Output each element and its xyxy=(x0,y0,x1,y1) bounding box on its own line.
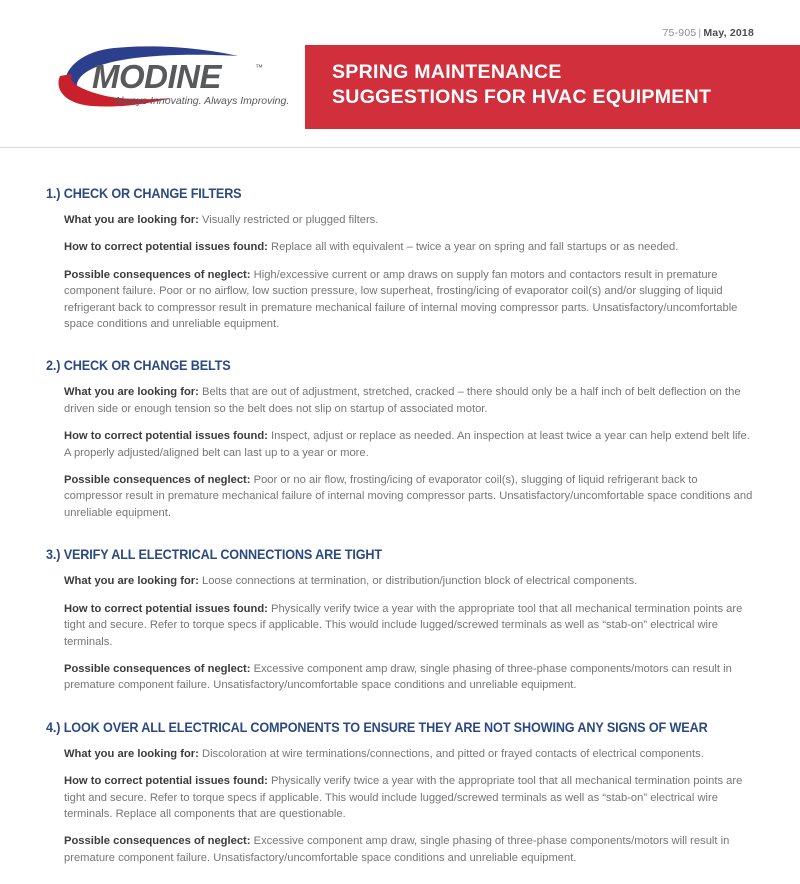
label-how-to-correct: How to correct potential issues found: xyxy=(64,430,268,443)
section-2-heading: 2.) CHECK OR CHANGE BELTS xyxy=(46,358,231,374)
section-4-consequences xyxy=(46,833,754,866)
section-4-heading: 4.) LOOK OVER ALL ELECTRICAL COMPONENTS TO ENSURE THEY ARE NOT SHOWING ANY SIGNS OF WEAR xyxy=(46,719,708,735)
section-4 xyxy=(46,720,754,866)
section-1-consequences xyxy=(46,267,754,333)
section-4-looking-for xyxy=(46,746,754,762)
section-2 xyxy=(46,358,754,521)
label-looking-for: What you are looking for: xyxy=(64,575,199,588)
text-how-to-correct: Replace all with equivalent – twice a year on spring and fall startups or as needed. xyxy=(271,241,679,254)
modine-logo-svg xyxy=(52,42,292,114)
label-consequences: Possible consequences of neglect: xyxy=(64,662,251,675)
text-how-to-correct: Inspect, adjust or replace as needed. An inspection at least twice a year can help extend belt life. A properly adjusted/aligned belt can last up to a year or more. xyxy=(64,430,750,459)
section-2-looking-for xyxy=(46,384,754,417)
page-header xyxy=(0,0,800,148)
text-looking-for: Belts that are out of adjustment, stretched, cracked – there should only be a half inch of belt deflection on the driven side or enough tension so the belt does not slip on startup of associated motor. xyxy=(64,386,741,415)
section-3-heading: 3.) VERIFY ALL ELECTRICAL CONNECTIONS ARE TIGHT xyxy=(46,547,382,563)
document-number: 75-905 xyxy=(662,27,697,39)
section-1 xyxy=(46,186,754,332)
section-2-how-to-correct xyxy=(46,428,754,461)
logo-wordmark: MODINE xyxy=(92,58,221,95)
section-3 xyxy=(46,547,754,693)
section-2-consequences xyxy=(46,472,754,521)
label-looking-for: What you are looking for: xyxy=(64,747,199,760)
document-date: May, 2018 xyxy=(703,27,754,39)
document-body xyxy=(0,148,800,866)
section-1-how-to-correct xyxy=(46,239,754,255)
text-consequences: High/excessive current or amp draws on supply fan motors and contactors result in premature component failure. Poor or no airflow, low suction pressure, low superheat, frosting/icing of evaporator coil(s) and/or slugging of liquid refrigerant back to compressor result in premature mechanical failure of internal moving compressor parts. Unsatisfactory/uncomfortable space conditions and unreliable equipment. xyxy=(64,268,738,331)
banner-title-line-1: SPRING MAINTENANCE xyxy=(332,61,562,83)
text-consequences: Excessive component amp draw, single phasing of three-phase components/motors can result in premature component failure. Unsatisfactory/uncomfortable space conditions and unreliable equipment. xyxy=(64,662,732,692)
text-consequences: Poor or no air flow, frosting/icing of evaporator coil(s), slugging of liquid refrigerant back to compressor result in premature mechanical failure of internal moving compressor parts. Unsatisfactory/uncomfortable space conditions and unreliable equipment. xyxy=(64,474,753,519)
label-consequences: Possible consequences of neglect: xyxy=(64,835,251,848)
text-looking-for: Visually restricted or plugged filters. xyxy=(201,214,379,226)
meta-separator: | xyxy=(698,27,702,39)
text-looking-for: Discoloration at wire terminations/connections, and pitted or frayed contacts of electrical components. xyxy=(201,747,704,760)
section-4-how-to-correct xyxy=(46,773,754,822)
modine-logo xyxy=(52,42,292,114)
label-consequences: Possible consequences of neglect: xyxy=(64,474,251,487)
section-3-how-to-correct xyxy=(46,601,754,650)
title-banner xyxy=(305,45,800,129)
label-consequences: Possible consequences of neglect: xyxy=(64,268,251,281)
text-how-to-correct: Physically verify twice a year with the appropriate tool that all mechanical termination points are tight and secure. Refer to torque specs if applicable. This would include lugged/screwed terminals as well as “stab-on” electrical wire terminals. xyxy=(64,602,743,648)
section-1-looking-for xyxy=(46,212,754,228)
document-meta xyxy=(663,27,754,39)
label-how-to-correct: How to correct potential issues found: xyxy=(64,241,268,254)
label-looking-for: What you are looking for: xyxy=(64,214,199,226)
label-looking-for: What you are looking for: xyxy=(64,386,199,399)
logo-tagline: Always Innovating. Always Improving. xyxy=(114,95,290,107)
label-how-to-correct: How to correct potential issues found: xyxy=(64,602,268,615)
text-looking-for: Loose connections at termination, or distribution/junction block of electrical components. xyxy=(201,575,638,588)
section-1-heading: 1.) CHECK OR CHANGE FILTERS xyxy=(46,186,242,201)
text-consequences: Excessive component amp draw, single phasing of three-phase components/motors will result in premature component failure. Unsatisfactory/uncomfortable space conditions and unreliable equipment. xyxy=(64,835,730,864)
logo-trademark-icon: ™ xyxy=(255,63,263,72)
section-3-looking-for xyxy=(46,573,754,589)
text-how-to-correct: Physically verify twice a year with the appropriate tool that all mechanical termination points are tight and secure. Refer to torque specs if applicable. This would include lugged/screwed terminals as well as “stab-on” electrical wire terminals. Replace all components that are questionable. xyxy=(64,775,743,820)
label-how-to-correct: How to correct potential issues found: xyxy=(64,775,268,788)
section-3-consequences xyxy=(46,661,754,694)
banner-title-line-2: SUGGESTIONS FOR HVAC EQUIPMENT xyxy=(332,86,712,108)
